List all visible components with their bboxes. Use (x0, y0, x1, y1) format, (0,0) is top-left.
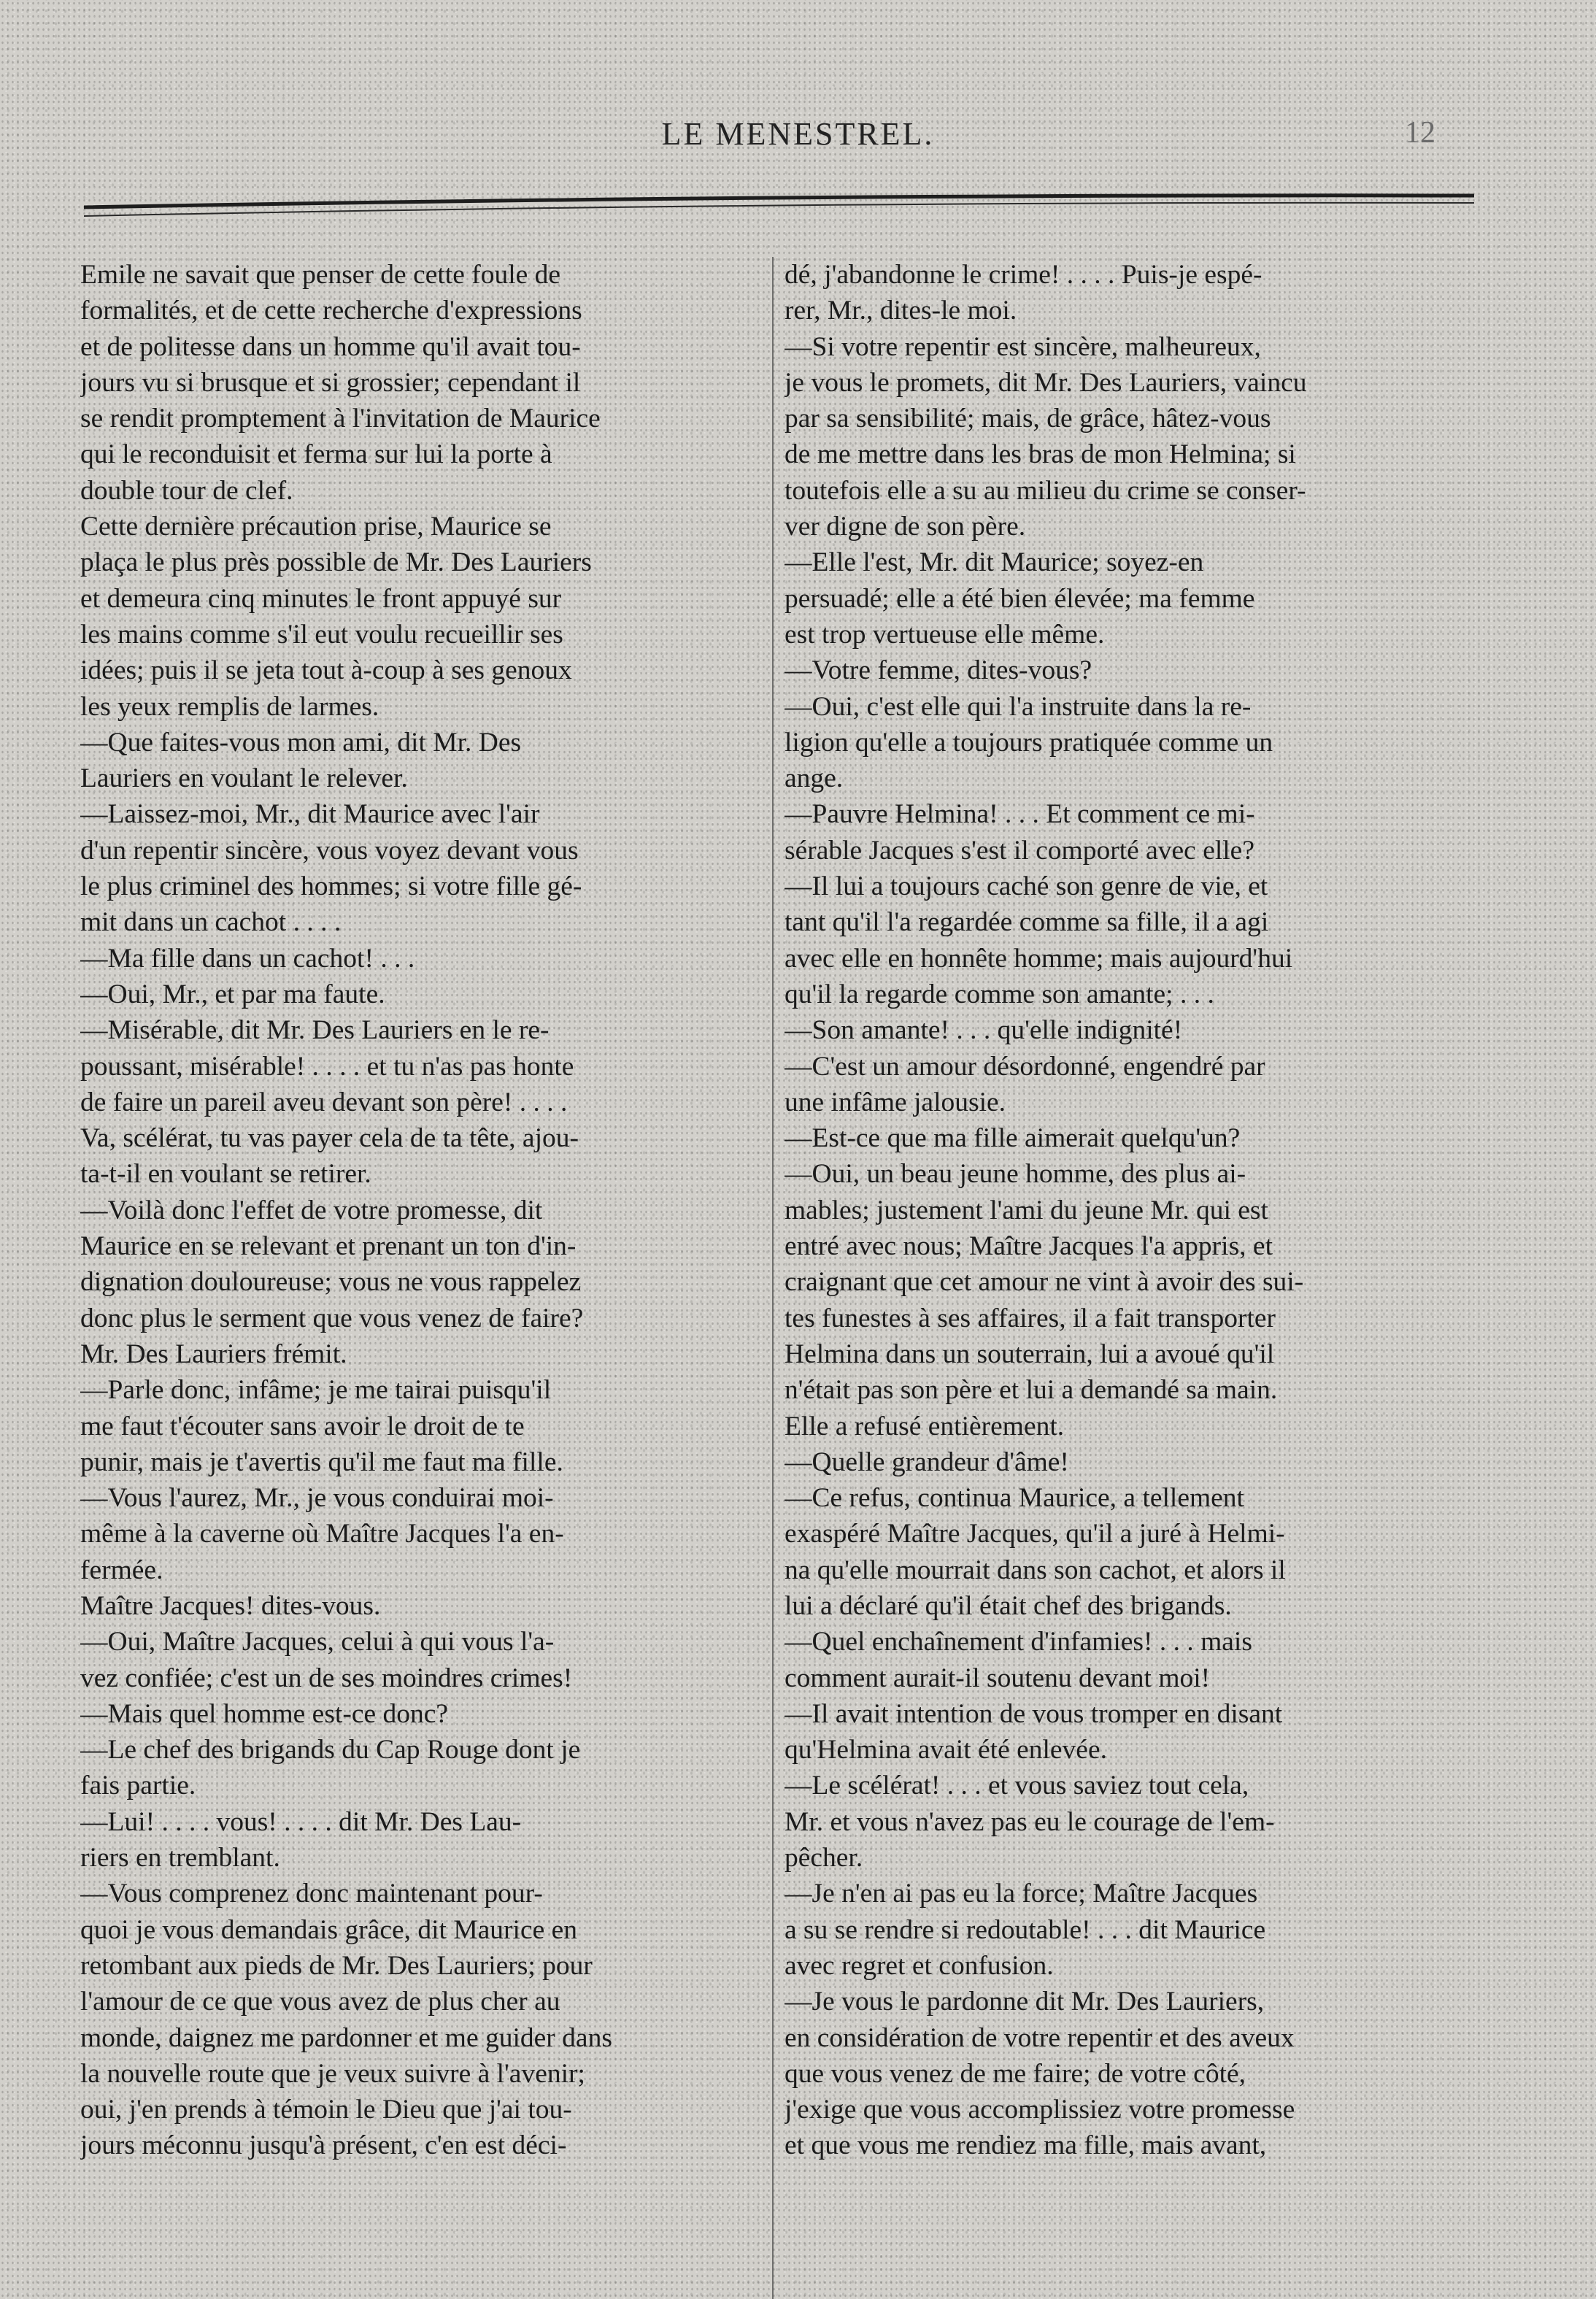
text-line: sérable Jacques s'est il comporté avec elle? (784, 835, 1254, 866)
text-line: jours vu si brusque et si grossier; cependant il (80, 367, 581, 398)
text-line: —Misérable, dit Mr. Des Lauriers en le re- (80, 1015, 550, 1046)
page-number: 12 (1405, 116, 1435, 150)
text-line: donc plus le serment que vous venez de faire? (80, 1303, 584, 1333)
text-line: Emile ne savait que penser de cette foule de (80, 260, 561, 290)
text-line: —Ce refus, continua Maurice, a tellement (784, 1483, 1244, 1514)
text-line: —Oui, Maître Jacques, celui à qui vous l'a- (80, 1627, 555, 1657)
text-line: entré avec nous; Maître Jacques l'a appris, et (784, 1231, 1273, 1262)
text-line: qu'Helmina avait été enlevée. (784, 1735, 1107, 1765)
text-line: na qu'elle mourrait dans son cachot, et alors il (784, 1555, 1286, 1585)
text-line: n'était pas son père et lui a demandé sa main. (784, 1375, 1278, 1406)
text-line: et de politesse dans un homme qu'il avait tou- (80, 331, 581, 362)
text-line: la nouvelle route que je veux suivre à l'avenir; (80, 2058, 585, 2089)
text-line: rer, Mr., dites-le moi. (784, 296, 1017, 326)
text-line: —Le chef des brigands du Cap Rouge dont je (80, 1735, 581, 1765)
text-line: —Quel enchaînement d'infamies! . . . mais (784, 1627, 1252, 1657)
text-line: ligion qu'elle a toujours pratiquée comme un (784, 727, 1273, 758)
text-line: —Elle l'est, Mr. dit Maurice; soyez-en (784, 547, 1204, 578)
text-line: Elle a refusé entièrement. (784, 1411, 1065, 1441)
text-line: avec regret et confusion. (784, 1950, 1054, 1981)
text-line: punir, mais je t'avertis qu'il me faut ma fille. (80, 1447, 563, 1477)
text-line: les mains comme s'il eut voulu recueillir ses (80, 619, 563, 650)
text-line: ange. (784, 763, 844, 794)
text-line: jours méconnu jusqu'à présent, c'en est déci- (80, 2130, 567, 2161)
text-line: avec elle en honnête homme; mais aujourd'hui (784, 943, 1293, 974)
running-title: LE MENESTREL. (661, 116, 935, 152)
text-line: ver digne de son père. (784, 512, 1026, 542)
text-line: retombant aux pieds de Mr. Des Lauriers; pour (80, 1950, 593, 1981)
text-line: —Votre femme, dites-vous? (784, 655, 1092, 686)
text-line: l'amour de ce que vous avez de plus cher au (80, 1987, 560, 2017)
text-line: craignant que cet amour ne vint à avoir des sui- (784, 1267, 1304, 1298)
text-line: —Vous comprenez donc maintenant pour- (80, 1879, 543, 1909)
text-line: fais partie. (80, 1771, 196, 1801)
text-line: —Que faites-vous mon ami, dit Mr. Des (80, 727, 522, 758)
text-line: pêcher. (784, 1843, 863, 1874)
text-line: d'un repentir sincère, vous voyez devant vous (80, 835, 579, 866)
text-line: toutefois elle a su au milieu du crime se conser- (784, 475, 1306, 506)
text-line: —Voilà donc l'effet de votre promesse, dit (80, 1195, 543, 1225)
text-line: mables; justement l'ami du jeune Mr. qui est (784, 1195, 1268, 1225)
text-line: me faut t'écouter sans avoir le droit de te (80, 1411, 525, 1441)
right-text-column (784, 257, 1467, 2164)
text-line: j'exige que vous accomplissiez votre promesse (784, 2095, 1295, 2125)
text-line: plaça le plus près possible de Mr. Des Lauriers (80, 547, 592, 578)
page-header (0, 109, 1596, 161)
text-line: de me mettre dans les bras de mon Helmina; si (784, 439, 1296, 470)
text-line: Maurice en se relevant et prenant un ton d'in- (80, 1231, 577, 1262)
text-line: même à la caverne où Maître Jacques l'a en- (80, 1519, 564, 1549)
text-line: mit dans un cachot . . . . (80, 907, 342, 938)
text-line: qu'il la regarde comme son amante; . . . (784, 979, 1214, 1009)
text-line: —Le scélérat! . . . et vous saviez tout cela, (784, 1771, 1249, 1801)
text-line: fermée. (80, 1555, 163, 1585)
text-line: Lauriers en voulant le relever. (80, 763, 408, 794)
text-line: —Je n'en ai pas eu la force; Maître Jacques (784, 1879, 1258, 1909)
text-line: de faire un pareil aveu devant son père! . . . . (80, 1087, 568, 1117)
text-line: monde, daignez me pardonner et me guider dans (80, 2022, 612, 2053)
text-line: —Ma fille dans un cachot! . . . (80, 943, 415, 974)
text-line: —Si votre repentir est sincère, malheureux, (784, 331, 1261, 362)
text-line: formalités, et de cette recherche d'expressions (80, 296, 582, 326)
text-line: —Il lui a toujours caché son genre de vie, et (784, 871, 1268, 902)
text-line: tes funestes à ses affaires, il a fait transporter (784, 1303, 1276, 1333)
text-line: se rendit promptement à l'invitation de Maurice (80, 404, 601, 434)
text-line: persuadé; elle a été bien élevée; ma femme (784, 583, 1255, 614)
text-line: lui a déclaré qu'il était chef des brigands. (784, 1590, 1232, 1621)
text-line: —Oui, un beau jeune homme, des plus ai- (784, 1159, 1246, 1190)
text-line: a su se rendre si redoutable! . . . dit Maurice (784, 1914, 1266, 1945)
text-line: exaspéré Maître Jacques, qu'il a juré à Helmi- (784, 1519, 1285, 1549)
text-line: les yeux remplis de larmes. (80, 691, 379, 722)
text-line: poussant, misérable! . . . . et tu n'as pas honte (80, 1051, 574, 1082)
text-line: —Quelle grandeur d'âme! (784, 1447, 1069, 1477)
column-divider (772, 257, 774, 2299)
header-rule (84, 191, 1474, 220)
text-line: une infâme jalousie. (784, 1087, 1006, 1117)
text-line: Va, scélérat, tu vas payer cela de ta tête, ajou- (80, 1123, 579, 1154)
text-line: Cette dernière précaution prise, Maurice se (80, 512, 552, 542)
text-line: Mr. et vous n'avez pas eu le courage de l'em- (784, 1806, 1275, 1837)
text-line: riers en tremblant. (80, 1843, 280, 1874)
text-line: —Mais quel homme est-ce donc? (80, 1698, 449, 1729)
text-line: par sa sensibilité; mais, de grâce, hâtez-vous (784, 404, 1271, 434)
text-line: Maître Jacques! dites-vous. (80, 1590, 381, 1621)
text-line: double tour de clef. (80, 475, 293, 506)
text-line: —Son amante! . . . qu'elle indignité! (784, 1015, 1183, 1046)
text-line: ta-t-il en voulant se retirer. (80, 1159, 371, 1190)
text-line: et que vous me rendiez ma fille, mais avant, (784, 2130, 1267, 2161)
text-line: Helmina dans un souterrain, lui a avoué qu'il (784, 1339, 1275, 1369)
text-line: qui le reconduisit et ferma sur lui la porte à (80, 439, 552, 470)
text-line: —Oui, c'est elle qui l'a instruite dans la re- (784, 691, 1252, 722)
text-line: et demeura cinq minutes le front appuyé sur (80, 583, 562, 614)
text-line: —Parle donc, infâme; je me tairai puisqu'il (80, 1375, 552, 1406)
text-line: —Je vous le pardonne dit Mr. Des Lauriers, (784, 1987, 1265, 2017)
text-line: le plus criminel des hommes; si votre fille gé- (80, 871, 582, 902)
text-line: comment aurait-il soutenu devant moi! (784, 1663, 1211, 1693)
text-line: que vous venez de me faire; de votre côté, (784, 2058, 1246, 2089)
text-line: quoi je vous demandais grâce, dit Maurice en (80, 1914, 578, 1945)
left-text-column (80, 257, 763, 2164)
text-line: —Pauvre Helmina! . . . Et comment ce mi- (784, 799, 1255, 830)
text-line: tant qu'il l'a regardée comme sa fille, il a agi (784, 907, 1269, 938)
text-line: —Lui! . . . . vous! . . . . dit Mr. Des Lau- (80, 1806, 522, 1837)
text-line: —Il avait intention de vous tromper en disant (784, 1698, 1283, 1729)
text-line: Mr. Des Lauriers frémit. (80, 1339, 347, 1369)
text-line: en considération de votre repentir et des aveux (784, 2022, 1295, 2053)
text-line: idées; puis il se jeta tout à-coup à ses genoux (80, 655, 572, 686)
text-line: —Laissez-moi, Mr., dit Maurice avec l'air (80, 799, 540, 830)
text-line: dé, j'abandonne le crime! . . . . Puis-je espé- (784, 260, 1262, 290)
text-line: vez confiée; c'est un de ses moindres crimes! (80, 1663, 573, 1693)
text-line: —Oui, Mr., et par ma faute. (80, 979, 385, 1009)
text-line: je vous le promets, dit Mr. Des Lauriers, vaincu (784, 367, 1307, 398)
text-line: oui, j'en prends à témoin le Dieu que j'ai tou- (80, 2095, 572, 2125)
text-line: —C'est un amour désordonné, engendré par (784, 1051, 1265, 1082)
text-line: —Est-ce que ma fille aimerait quelqu'un? (784, 1123, 1241, 1154)
text-line: est trop vertueuse elle même. (784, 619, 1105, 650)
text-line: —Vous l'aurez, Mr., je vous conduirai moi- (80, 1483, 554, 1514)
text-line: dignation douloureuse; vous ne vous rappelez (80, 1267, 582, 1298)
